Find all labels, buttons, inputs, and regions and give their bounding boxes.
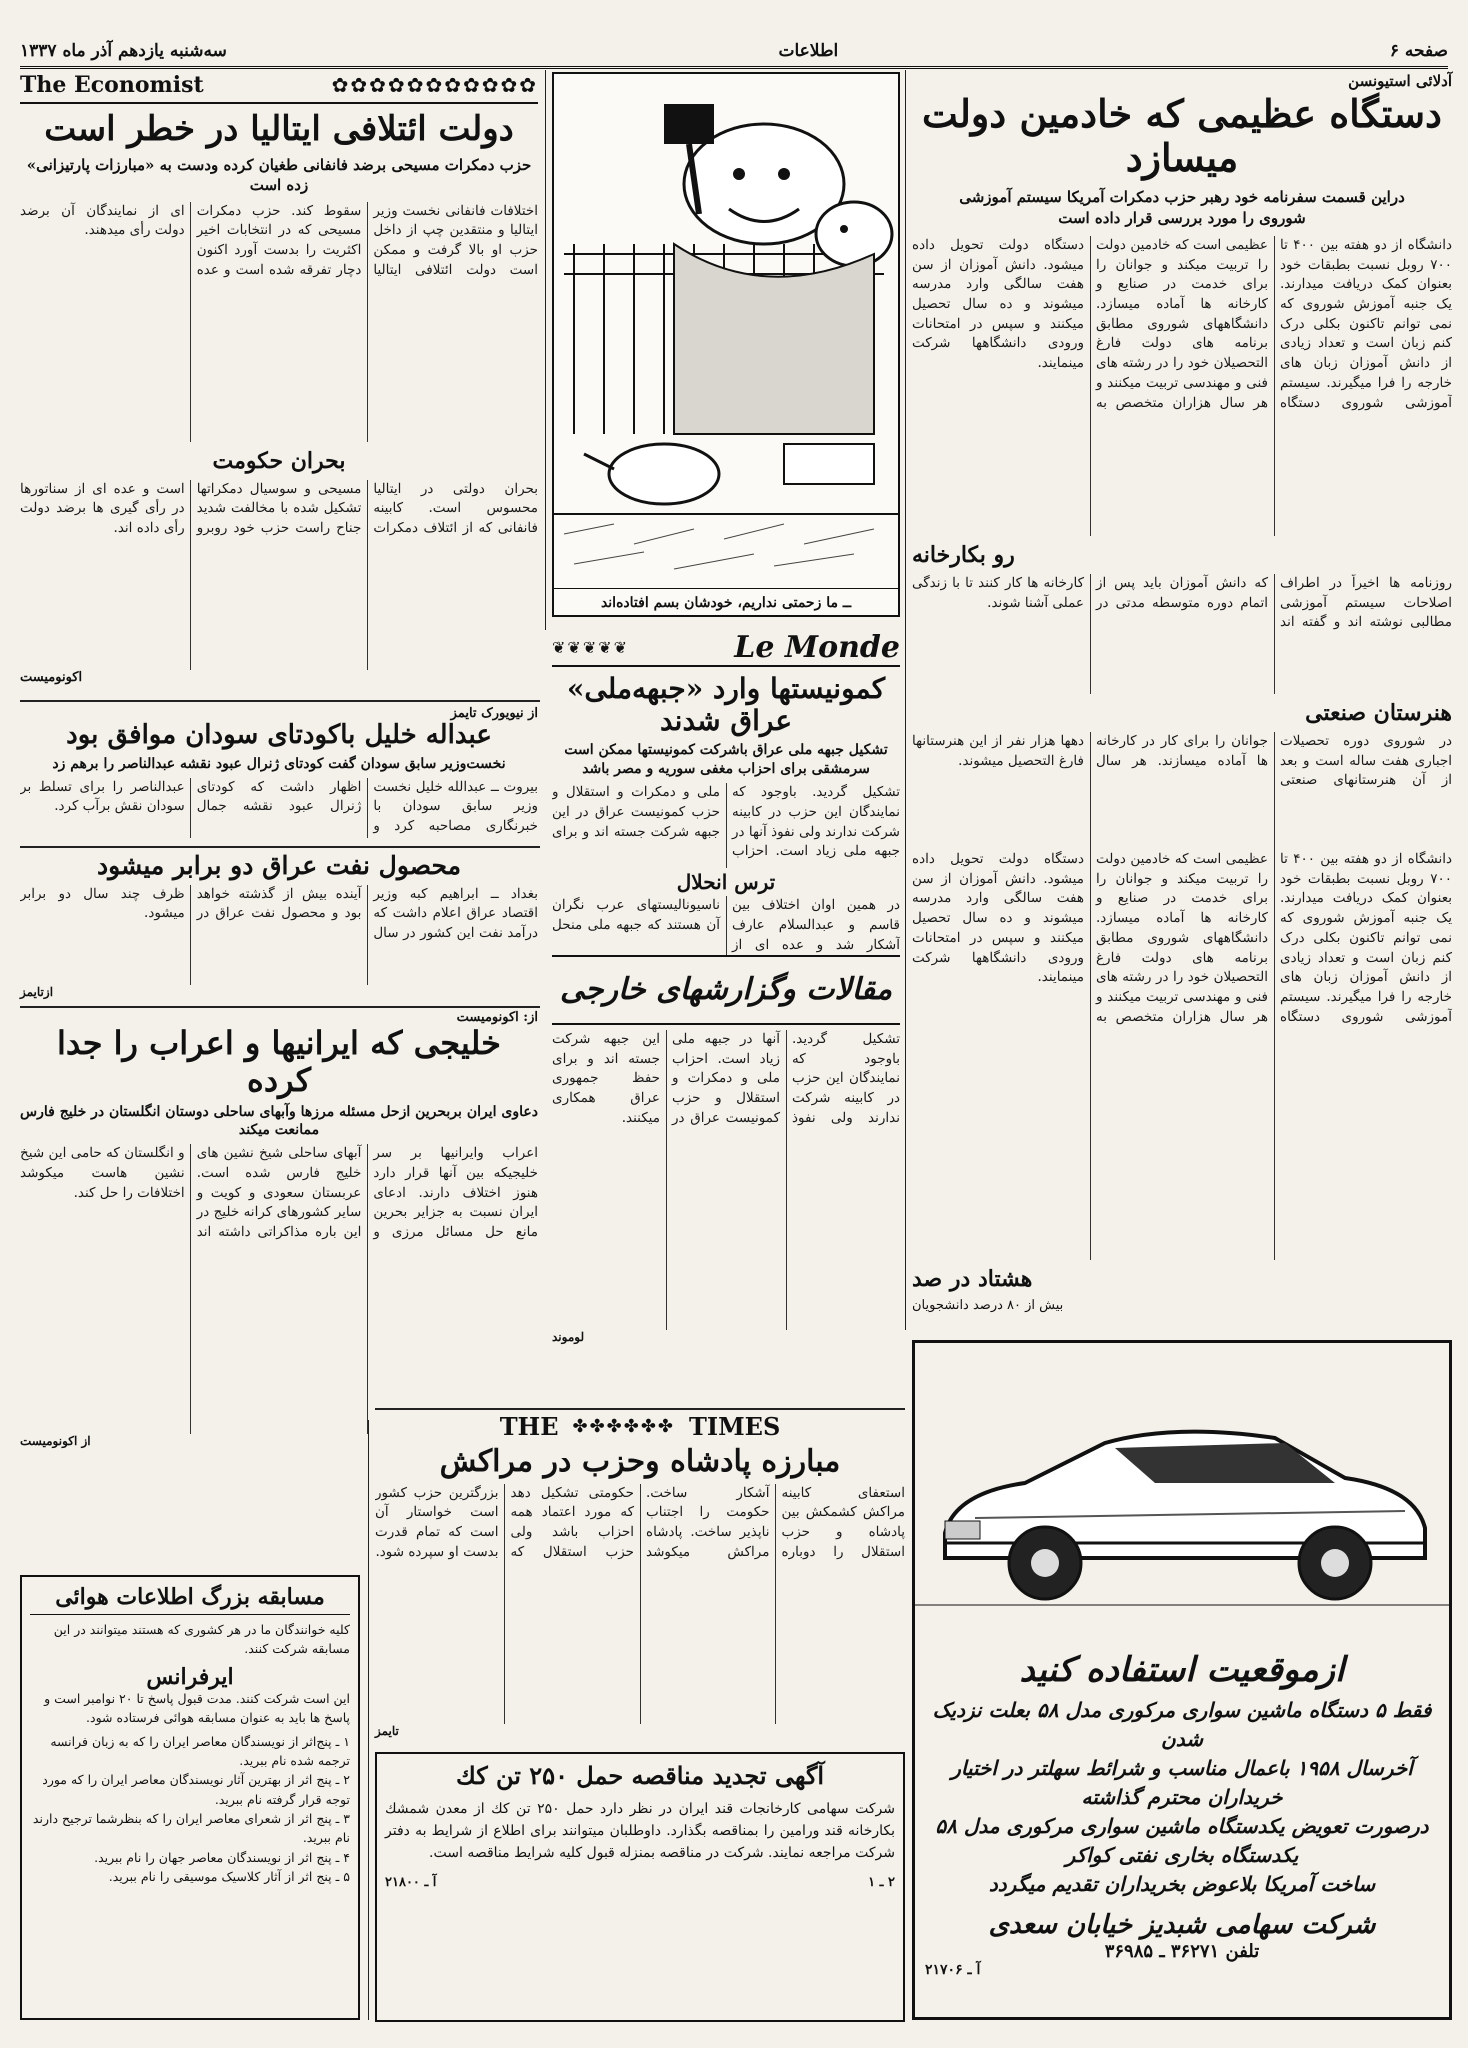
article-khalil [20, 706, 538, 846]
article-le-monde [552, 630, 900, 953]
ad-slogan: ازموقعیت استفاده کنید [1019, 1650, 1345, 1690]
section-title: بحران حکومت [212, 447, 346, 474]
ad-line: آخرسال ۱۹۵۸ باعمال مناسب و شرائط سهلتر در اختیار خریداران محترم گذاشته [951, 1756, 1413, 1810]
ad-mercury-car [912, 1340, 1452, 2020]
article-headline: مبارزه پادشاه وحزب در مراکش [439, 1444, 841, 1479]
section-body: بیش از ۸۰ درصد دانشجویان [912, 1298, 1064, 1313]
article-source: از نیویورک تایمز [450, 706, 538, 721]
article-subhead: نخست‌وزیر سابق سودان گفت کودتای ژنرال عبود نقشه عبدالناصر را برهم زد [52, 755, 506, 772]
divider [20, 1006, 540, 1008]
issue-date: سه‌شنبه یازدهم آذر ماه ۱۳۳۷ [20, 41, 227, 61]
article-adlai-stevenson [912, 72, 1452, 842]
divider [20, 846, 540, 848]
article-body: تشکیل گردید. باوجود که نمایندگان این حزب در کابینه شرکت ندارند ولی نفوذ آنها در جبهه ملی زیاد است. احزاب ملی و دمکرات و استقلال و حزب کمونیست عراق در این جبهه شرکت جسته اند و برای [552, 784, 900, 860]
article-body: اختلافات فانفانی نخست وزیر ایتالیا و منتقدین چپ از داخل حزب او بالا گرفت و ممکن است دولت ائتلافی ایتالیا سقوط کند. حزب دمکرات مسیحی که در انتخابات اخیر اکثریت را بدست آورد اکنون دچار تفرقه شده است و عده ای از نمایندگان آن برضد دولت رأی میدهند. [20, 202, 538, 278]
section-body: روزنامه ها اخیراً در اطراف اصلاحات سیستم آموزشی مطالبی نوشته اند و گفته اند که دانش آموزان باید پس از اتمام دوره متوسطه مدتی در کارخانه ها کار کنند تا با زندگی عملی آشنا شوند. [912, 574, 1452, 631]
column-rule [368, 1420, 369, 2020]
section-title: ترس انحلال [676, 870, 776, 895]
article-headline: خلیجی که ایرانیها و اعراب را جدا کرده [57, 1024, 501, 1099]
article-times [375, 1412, 905, 1742]
masthead [20, 36, 1448, 69]
byline: لوموند [552, 1330, 585, 1344]
byline: اکونومیست [20, 669, 83, 685]
source-banner [20, 72, 538, 104]
ad-tender [375, 1752, 905, 2022]
cartoon-drawing [554, 74, 898, 584]
article-body: استعفای کابینه مراکش کشمکش بین پادشاه و حزب استقلال را دوباره آشکار ساخت. حکومت را اجتناب ناپذیر ساخت. پادشاه مراکش میکوشد حکومتی تشکیل دهد که مورد اعتماد همه احزاب باشد ولی حزب استقلال که بزرگترین حزب کشور است خواستار آن است که تمام قدرت بدست او سپرده شود. [375, 1484, 905, 1560]
article-headline: دستگاه عظیمی که خادمین دولت میسازد [922, 91, 1442, 180]
ad-refs [385, 1875, 895, 1890]
ad-body: شرکت سهامی کارخانجات قند ایران در نظر دارد حمل ۲۵۰ تن کك از معدن شمشك بكارخانه قند ورامین را بمناقصه بگذارد. داوطلبان میتوانند برای اطلاع از شرایط به دفتر شرکت مراجعه نمایند. شرکت در مناقصه بمنزله قبول کلیه شرایط مناقصه است. [385, 1800, 896, 1862]
column-rule [545, 70, 546, 630]
section-title: رو بکارخانه [912, 541, 1015, 568]
ad-company: شرکت سهامی شبدیز خیابان سعدی [988, 1910, 1376, 1941]
question-item: ۴ ـ پنج اثر از نویسندگان معاصر جهان را نام ببرید. [94, 1849, 350, 1865]
section-title: هنرستان صنعتی [1305, 699, 1452, 726]
question-item: ۱ ـ پنج‌اثر از نویسندگان معاصر ایران را که به زبان فرانسه ترجمه شده نام ببرید. [50, 1733, 350, 1768]
article-body: بیروت ــ عبدالله خلیل نخست وزیر سابق سودان با خبرنگاری مصاحبه کرد و اظهار داشت که کودتای ژنرال عبود نقشه جمال عبدالناصر را برای تسلط بر سودان نقش برآب کرد. [20, 778, 538, 835]
section-banner [552, 955, 900, 1025]
article-subhead: حزب دمکرات مسیحی برضد فانفانی طغیان کرده ودست به «مبارزات پارتیزانی» زده است [26, 156, 532, 195]
ad-phones: تلفن ۳۶۲۷۱ ـ ۳۶۹۸۵ [1104, 1940, 1260, 1962]
ad-body: این است شرکت کنند. مدت قبول پاسخ تا ۲۰ نوامبر است و پاسخ ها باید به عنوان مسابقه هوائی فرستاده شود. [44, 1691, 350, 1725]
byline: ازتایمز [20, 984, 54, 999]
ad-line: درصورت تعویض یکدستگاه ماشین سواری مرکوری مدل ۵۸ یکدستگاه بخاری نفتی کواکر [935, 1814, 1429, 1868]
ad-title: مسابقه بزرگ اطلاعات هوائی [30, 1585, 350, 1615]
source-name-left: THE [499, 1412, 559, 1441]
question-item: ۵ ـ پنج اثر از آثار کلاسیک موسیقی را نام ببرید. [108, 1869, 350, 1885]
article-headline: محصول نفت عراق دو برابر میشود [97, 851, 461, 880]
ad-intro: کلیه خوانندگان ما در هر کشوری که هستند میتوانند در این مسابقه شرکت کنند. [53, 1622, 350, 1657]
byline: تایمز [375, 1723, 399, 1738]
section-title: هشتاد در صد [912, 1266, 1033, 1292]
question-list [30, 1732, 350, 1887]
section-body: در شوروی دوره تحصیلات اجباری هفت ساله است و بعد از آن هنرستانهای صنعتی جوانان را برای کار در کارخانه ها آماده میسازند. هر سال دهها هزار نفر از این هنرستانها فارغ التحصیل میشوند. [912, 732, 1452, 789]
source-banner [552, 630, 900, 667]
column-rule [905, 70, 906, 1330]
article-adlai-continued [912, 850, 1452, 1330]
ad-copy [925, 1696, 1439, 1899]
article-kicker: آدلائی استیونسن [1348, 72, 1452, 90]
article-economist [20, 72, 538, 692]
continued-body: دانشگاه از دو هفته بین ۴۰۰ تا ۷۰۰ روبل نسبت بطبقات خود بعنوان کمک دریافت میدارند. یک جنبه آموزش شوروی که نمی توانم تاکنون بکلی درک کنم زبان است و تعداد زیادی از دانش آموزان زبان های خارجه را فرا میگیرند. سیستم آموزشی شوروی دستگاه عظیمی است که خادمین دولت را تربیت میکند و جوانان را برای خدمت در صنایع و کارخانه ها آماده میسازد. دانشگاههای شوروی مطابق برنامه های دولت فارغ التحصیلان خود را در رشته های فنی و مهندسی تربیت میکنند و هر سال هزاران متخصص به دستگاه دولت تحویل داده میشود. دانش آموزان از سن هفت سالگی وارد مدرسه میشوند و ده سال تحصیل میکنند و سپس در امتحانات ورودی دانشگاهها شرکت مینمایند. [912, 851, 1452, 1025]
ad-title: آگهی تجدید مناقصه حمل ۲۵۰ تن کك [455, 1761, 825, 1790]
car-illustration [915, 1343, 1449, 1643]
ad-airfrance [20, 1575, 360, 2020]
article-source: از: اکونومیست [456, 1010, 538, 1025]
ad-line: فقط ۵ دستگاه ماشین سواری مرکوری مدل ۵۸ بعلت نزدیک شدن [932, 1698, 1432, 1752]
page-number: صفحه ۶ [1389, 41, 1448, 61]
divider [375, 1408, 905, 1410]
article-headline: دولت ائتلافی ایتالیا در خطر است [44, 109, 514, 149]
article-headline: عبداله خلیل باکودتای سودان موافق بود [66, 720, 492, 750]
article-subhead: تشکیل جبهه ملی عراق باشرکت کمونیستها ممکن است سرمشقی برای احزاب مغفی سوریه و مصر باشد [564, 742, 888, 778]
ad-ref: آ ـ ۲۱۸۰۰ [385, 1874, 437, 1890]
article-subhead: دعاوی ایران بربحرین ازحل مسئله مرزها وآبهای ساحلی دوستان انگلستان در خلیج فارس ممانعت میکند [20, 1103, 538, 1139]
article-body: اعراب وایرانیها بر سر خلیجیکه بین آنها قرار دارد هنوز اختلاف دارند. ادعای ایران نسبت به جزایر بحرین مانع حل مسائل مرزی و آبهای ساحلی شیخ نشین های خلیج فارس شده است. عربستان سعودی و کویت و سایر کشورهای کرانه خلیج در این باره مذاکراتی داشته اند و انگلستان که حامی این شیخ نشین هاست میکوشد اختلافات را حل کند. [20, 1145, 538, 1241]
question-item: ۳ ـ پنج اثر از شعرای معاصر ایران را که بنظرشما ترجیح دارند نام ببرید. [32, 1811, 350, 1846]
source-name: Le Monde [734, 630, 900, 665]
article-body: بغداد ــ ابراهیم کبه وزیر اقتصاد عراق اعلام داشت که درآمد نفت این کشور در سال آینده بیش از گذشته خواهد بود و محصول نفت عراق در ظرف چند سال دو برابر میشود. [20, 885, 538, 942]
article-subhead: دراین قسمت سفرنامه خود رهبر حزب دمکرات آمریکا سیستم آموزشی شوروی را مورد بررسی قرار داده است [959, 188, 1405, 227]
paper-name: اطلاعات [778, 41, 839, 61]
article-iraq-oil [20, 852, 538, 1002]
article-headline: کمونیستها وارد «جبهه‌ملی» عراق شدند [566, 672, 886, 738]
cartoon-caption: ــ ما زحمتی نداریم، خودشان بسم افتاده‌اند [554, 588, 898, 611]
byline: از اکونومیست [20, 1434, 91, 1449]
section-body: بحران دولتی در ایتالیا محسوس است. کابینه فانفانی که از ائتلاف دمکرات مسیحی و سوسیال دمکراتها تشکیل شده با مخالفت شدید جناح راست حزب خود روبرو است و عده ای از سناتورها در رأی گیری ها برضد دولت رأی داده اند. [20, 480, 538, 536]
ad-ref: آ ـ ۲۱۷۰۶ [925, 1961, 981, 1978]
ornament-icon: ✤✤✤✤✤✤ [572, 1416, 676, 1437]
source-name: The Economist [20, 72, 204, 98]
ornament-icon: ✿✿✿✿✿✿✿✿✿✿✿ [331, 73, 538, 97]
le-monde-continued: تشکیل گردید. باوجود که نمایندگان این حزب در کابینه شرکت ندارند ولی نفوذ آنها در جبهه ملی زیاد است. احزاب ملی و دمکرات و استقلال و حزب کمونیست عراق در این جبهه شرکت جسته اند و برای حفظ جمهوری عراق همکاری میکنند. [552, 1031, 900, 1126]
article-body: دانشگاه از دو هفته بین ۴۰۰ تا ۷۰۰ روبل نسبت بطبقات خود بعنوان کمک دریافت میدارند. یک جنبه آموزش شوروی که نمی توانم تاکنون بکلی درک کنم زبان است و تعداد زیادی از دانش آموزان زبان های خارجه را فرا میگیرند. سیستم آموزشی شوروی دستگاه عظیمی است که خادمین دولت را تربیت میکند و جوانان را برای خدمت در صنایع و کارخانه ها آماده میسازد. دانشگاههای شوروی مطابق برنامه های دولت فارغ التحصیلان خود را در رشته های فنی و مهندسی تربیت میکنند و هر سال هزاران متخصص به دستگاه دولت تحویل داده میشود. دانش آموزان از سن هفت سالگی وارد مدرسه میشوند و ده سال تحصیل میکنند و سپس در امتحانات ورودی دانشگاهها شرکت مینمایند. [912, 236, 1452, 411]
divider [20, 700, 540, 702]
source-banner [375, 1412, 905, 1441]
ornament-icon: ❦❦❦❦❦ [552, 638, 630, 657]
ad-line: ساخت آمریکا بلاعوض بخریداران تقدیم میگردد [988, 1872, 1376, 1897]
section-body: در همین اوان اختلاف بین قاسم و عبدالسلام عارف آشکار شد و عده ای از ناسیونالیستهای عرب نگران آن هستند که جبهه ملی منحل [552, 897, 900, 953]
question-item: ۲ ـ پنج اثر از بهترین آثار نویسندگان معاصر ایران را که مورد توجه قرار گرفته نام ببرید. [42, 1772, 350, 1807]
ad-company: ایرفرانس [146, 1663, 234, 1690]
section-banner-title: مقالات وگزارشهای خارجی [559, 972, 893, 1007]
ad-ref: ۲ ـ ۱ [868, 1874, 895, 1890]
cartoon [552, 72, 900, 617]
source-name-right: TIMES [689, 1412, 781, 1441]
